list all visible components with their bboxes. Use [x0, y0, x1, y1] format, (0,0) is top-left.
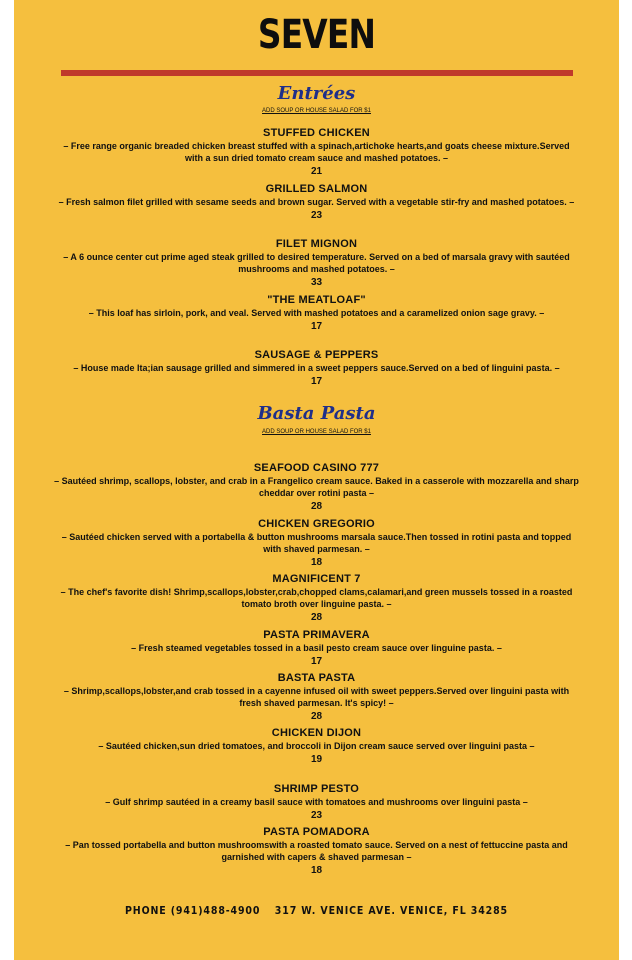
- menu-item: [54, 573, 579, 624]
- item-description: – The chef's favorite dish! Shrimp,scallops,lobster,crab,chopped clams,calamari,and green mussels tossed in a roasted tomato broth over linguine pasta. –: [60, 587, 573, 609]
- item-description: – Fresh steamed vegetables tossed in a basil pesto cream sauce over linguine pasta. –: [131, 643, 502, 653]
- item-price: 28: [310, 711, 323, 722]
- phone-number: PHONE (941)488-4900: [125, 904, 261, 917]
- address: 317 W. VENICE AVE. VENICE, FL 34285: [274, 904, 508, 917]
- item-description: – Gulf shrimp sautéed in a creamy basil sauce with tomatoes and mushrooms over linguini pasta –: [105, 797, 528, 807]
- item-price: 18: [310, 865, 323, 876]
- pasta-note: ADD SOUP OR HOUSE SALAD FOR $1: [262, 429, 371, 435]
- item-description: – This loaf has sirloin, pork, and veal. Served with mashed potatoes and a caramelized onion sage gravy. –: [88, 308, 545, 318]
- menu-item: [54, 826, 579, 877]
- menu-item: [54, 783, 579, 822]
- menu-item: [54, 727, 579, 766]
- item-name: SAUSAGE & PEPPERS: [254, 349, 379, 361]
- item-price: 33: [310, 277, 323, 288]
- entrees-note: ADD SOUP OR HOUSE SALAD FOR $1: [262, 108, 371, 114]
- item-name: PASTA PRIMAVERA: [263, 629, 370, 641]
- item-price: 17: [310, 656, 323, 667]
- item-name: MAGNIFICENT 7: [272, 573, 361, 585]
- item-name: CHICKEN GREGORIO: [258, 518, 375, 530]
- menu-item: [54, 294, 579, 333]
- item-name: PASTA POMADORA: [263, 826, 370, 838]
- pasta-heading: Basta Pasta: [257, 403, 376, 424]
- item-name: STUFFED CHICKEN: [263, 127, 370, 139]
- restaurant-title: SEVEN: [257, 12, 376, 58]
- menu-item: [54, 518, 579, 569]
- menu-item: [54, 183, 579, 222]
- item-price: 28: [310, 501, 323, 512]
- item-name: "THE MEATLOAF": [267, 294, 366, 306]
- item-name: SEAFOOD CASINO 777: [253, 462, 380, 474]
- item-price: 23: [310, 810, 323, 821]
- item-description: – Fresh salmon filet grilled with sesame seeds and brown sugar. Served with a vegetable stir-fry and mashed potatoes. –: [58, 197, 575, 207]
- menu-item: [54, 127, 579, 178]
- item-price: 23: [310, 210, 323, 221]
- menu-item: [54, 629, 579, 668]
- item-name: CHICKEN DIJON: [271, 727, 362, 739]
- item-name: SHRIMP PESTO: [273, 783, 360, 795]
- item-description: – A 6 ounce center cut prime aged steak grilled to desired temperature. Served on a bed of marsala gravy with sautéed mushrooms and mashed potatoes. –: [63, 252, 570, 274]
- item-price: 18: [310, 557, 323, 568]
- item-description: – Free range organic breaded chicken breast stuffed with a spinach,artichoke hearts,and goats cheese mixture.Served with a sun dried tomato cream sauce and mashed potatoes. –: [63, 141, 570, 163]
- item-description: – Sautéed shrimp, scallops, lobster, and crab in a Frangelico cream sauce. Baked in a casserole with mozzarella and sharp cheddar over rotini pasta –: [54, 476, 579, 498]
- item-price: 28: [310, 612, 323, 623]
- entrees-heading: Entrées: [277, 83, 356, 104]
- item-price: 17: [310, 321, 323, 332]
- menu-item: [54, 672, 579, 723]
- item-name: BASTA PASTA: [277, 672, 356, 684]
- item-description: – House made Ita;ian sausage grilled and simmered in a sweet peppers sauce.Served on a bed of linguini pasta. –: [73, 363, 560, 373]
- item-name: FILET MIGNON: [275, 238, 358, 250]
- item-price: 17: [310, 376, 323, 387]
- item-price: 21: [310, 166, 323, 177]
- menu-item: [54, 349, 579, 388]
- item-name: GRILLED SALMON: [265, 183, 368, 195]
- menu-item: [54, 238, 579, 289]
- item-price: 19: [310, 754, 323, 765]
- item-description: – Shrimp,scallops,lobster,and crab tossed in a cayenne infused oil with sweet peppers.Served over linguini pasta with fresh shaved parmesan. It's spicy! –: [63, 686, 570, 708]
- contact-footer: [56, 904, 576, 917]
- item-description: – Sautéed chicken served with a portabella & button mushrooms marsala sauce.Then tossed in rotini pasta and topped with shaved parmesan. –: [61, 532, 572, 554]
- title-divider: [61, 70, 573, 76]
- item-description: – Pan tossed portabella and button mushroomswith a roasted tomato sauce. Served on a nest of fettuccine pasta and garnished with capers & shaved parmesan –: [65, 840, 568, 862]
- menu-item: [54, 462, 579, 513]
- item-description: – Sautéed chicken,sun dried tomatoes, and broccoli in Dijon cream sauce served over linguini pasta –: [98, 741, 535, 751]
- menu-page: [14, 0, 619, 960]
